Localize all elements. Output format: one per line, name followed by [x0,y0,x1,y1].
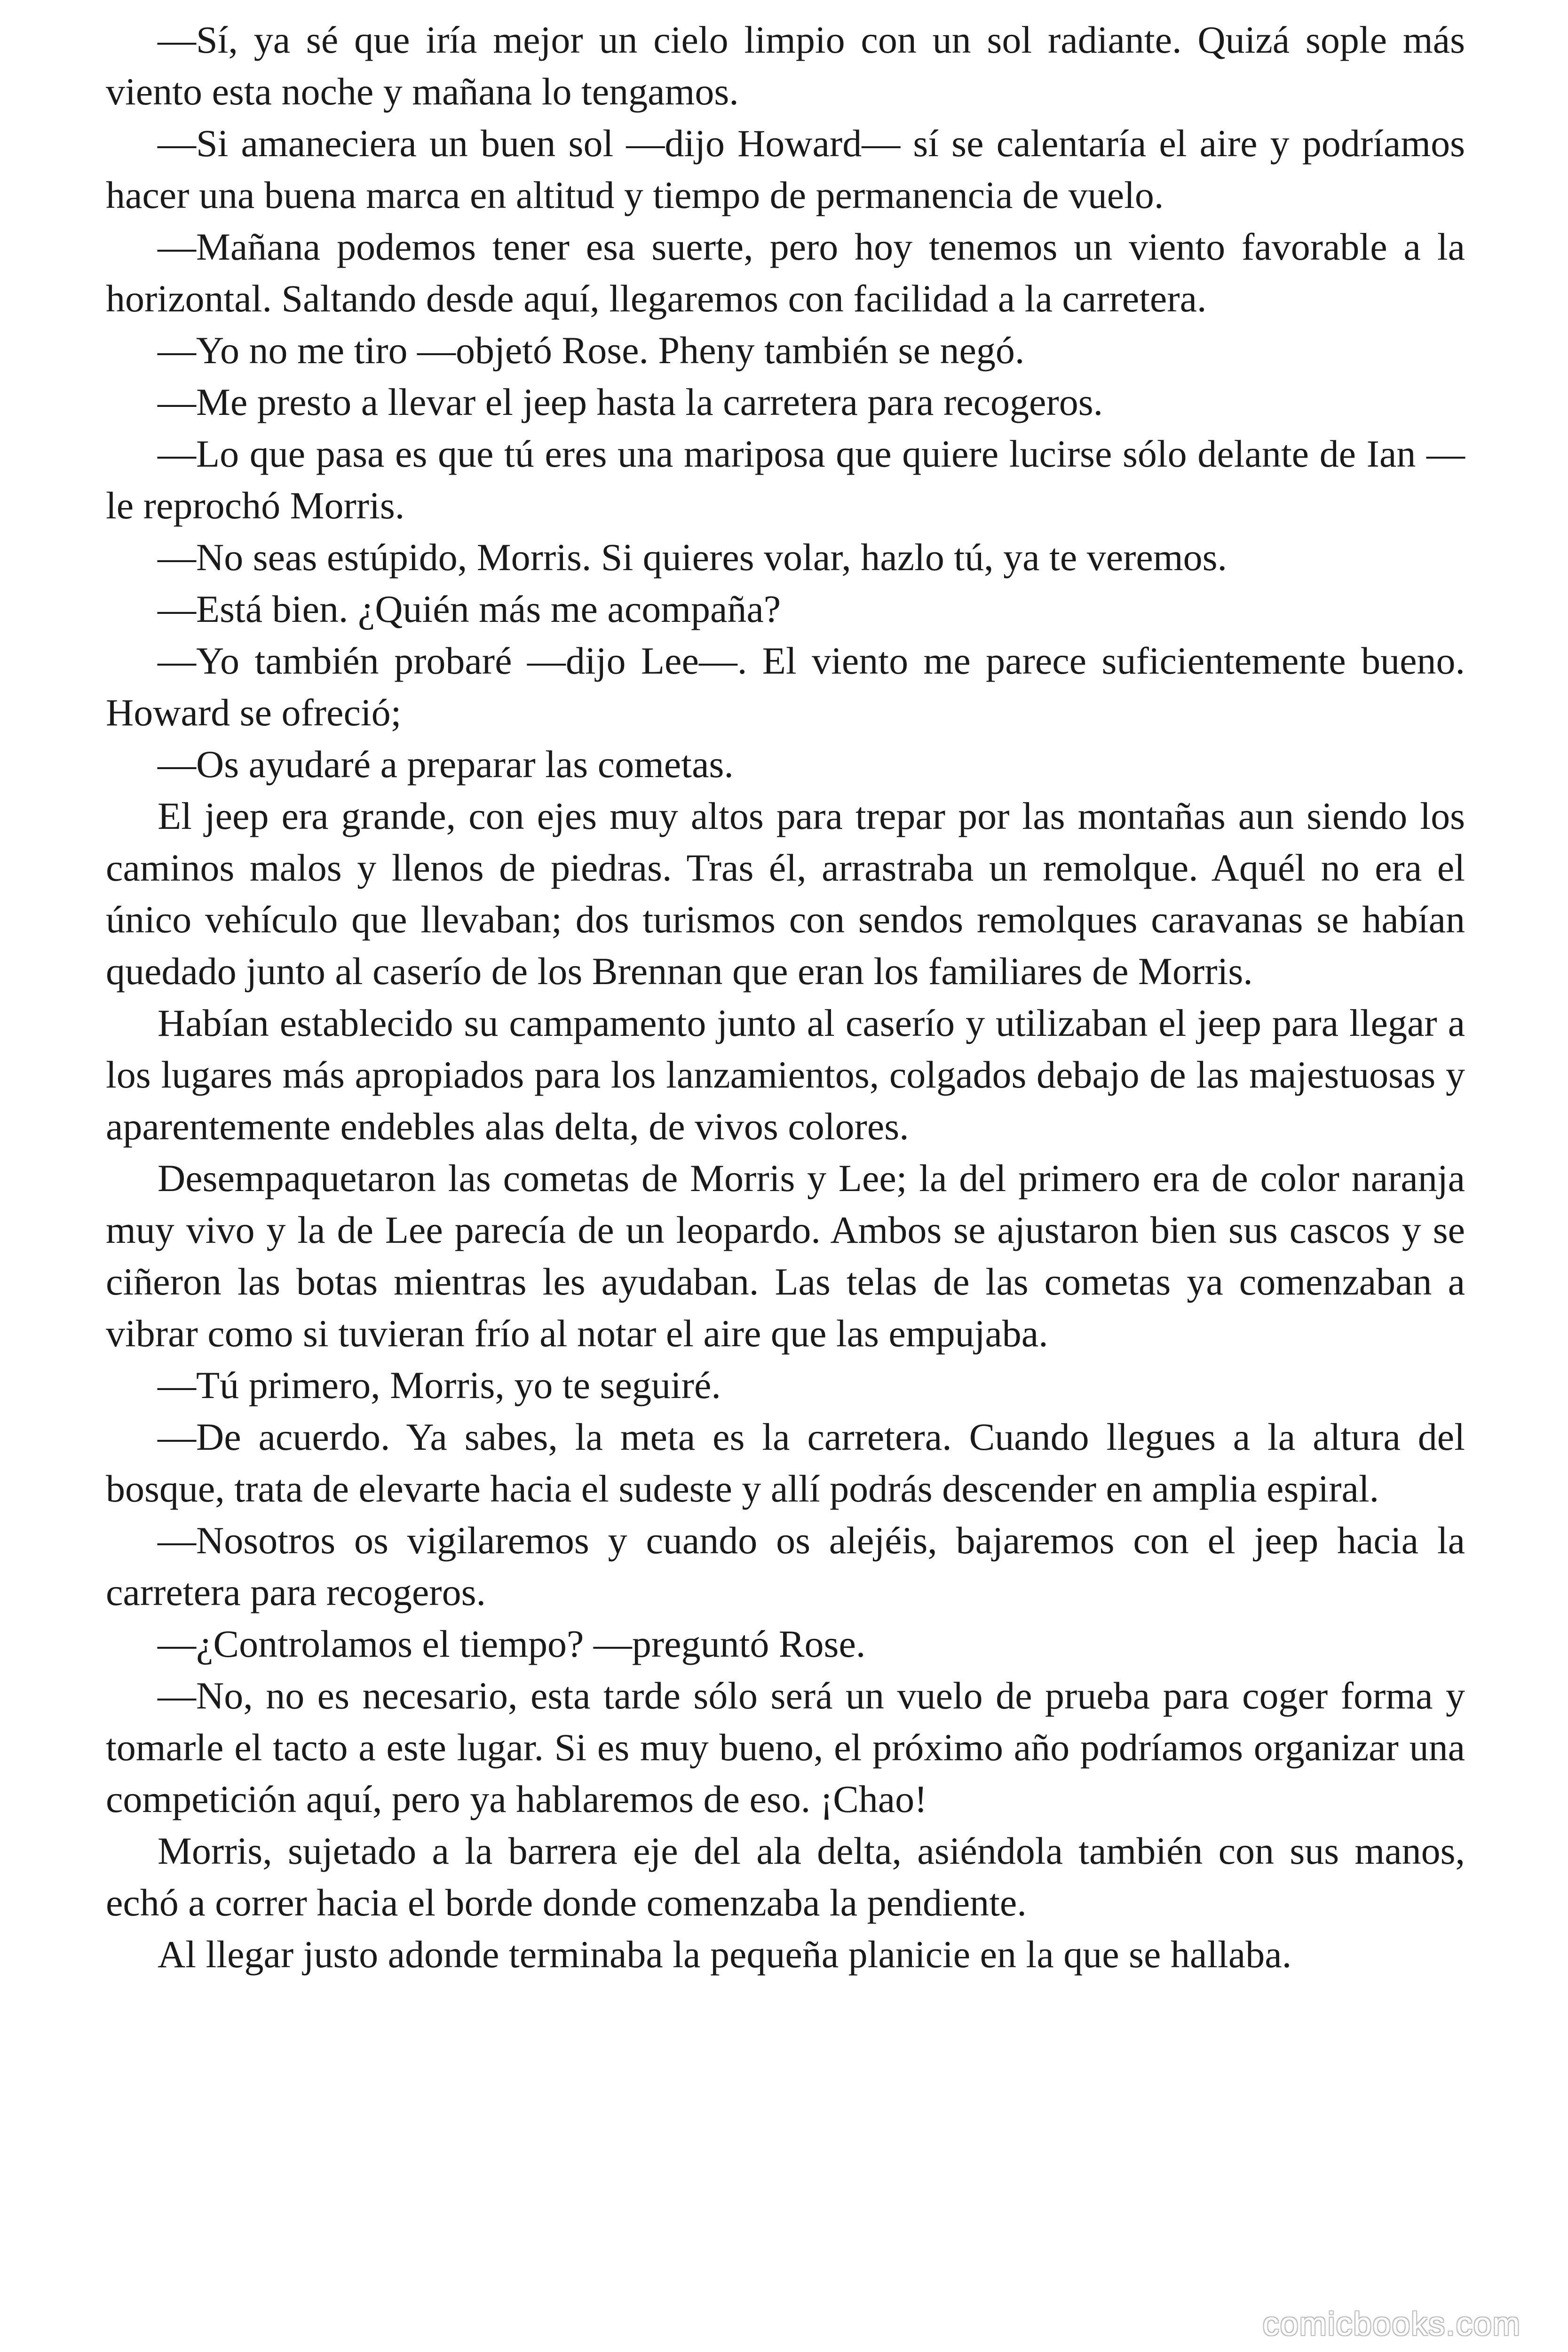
paragraph-2: —Si amaneciera un buen sol —dijo Howard— sí se calentaría el aire y podríamos hacer una buena marca en altitud y tiempo de permanencia de vuelo. [106,122,1465,216]
paragraph-1: —Sí, ya sé que iría mejor un cielo limpio con un sol radiante. Quizá sople más viento esta noche y mañana lo tengamos. [106,18,1465,113]
paragraph-7: —No seas estúpido, Morris. Si quieres volar, hazlo tú, ya te veremos. [158,536,1227,579]
paragraph-16: —Nosotros os vigilaremos y cuando os alejéis, bajaremos con el jeep hacia la carretera para recogeros. [106,1519,1465,1613]
paragraph-10: —Os ayudaré a preparar las cometas. [158,743,734,786]
paragraph-15: —De acuerdo. Ya sabes, la meta es la carretera. Cuando llegues a la altura del bosque, trata de elevarte hacia el sudeste y allí podrás descender en amplia espiral. [106,1415,1465,1510]
paragraph-6: —Lo que pasa es que tú eres una mariposa que quiere lucirse sólo delante de Ian —le reprochó Morris. [106,432,1465,527]
paragraph-12: Habían establecido su campamento junto al caserío y utilizaban el jeep para llegar a los lugares más apropiados para los lanzamientos, colgados debajo de las majestuosas y aparentemente endebles alas delta, de vivos colores. [106,1001,1465,1148]
paragraph-3: —Mañana podemos tener esa suerte, pero hoy tenemos un viento favorable a la horizontal. Saltando desde aquí, llegaremos con facilidad a la carretera. [106,225,1465,320]
paragraph-5: —Me presto a llevar el jeep hasta la carretera para recogeros. [158,381,1103,423]
paragraph-9: —Yo también probaré —dijo Lee—. El viento me parece suficientemente bueno. Howard se ofreció; [106,639,1465,734]
paragraph-4: —Yo no me tiro —objetó Rose. Pheny también se negó. [158,329,1025,372]
paragraph-14: —Tú primero, Morris, yo te seguiré. [158,1364,721,1406]
document-page [106,14,1465,1980]
paragraph-20: Al llegar justo adonde terminaba la pequeña planicie en la que se hallaba. [158,1933,1292,1976]
paragraph-17: —¿Controlamos el tiempo? —preguntó Rose. [158,1622,866,1665]
watermark: comicbooks.com [1262,2305,1521,2342]
paragraph-8: —Está bien. ¿Quién más me acompaña? [158,588,781,630]
paragraph-19: Morris, sujetado a la barrera eje del ala delta, asiéndola también con sus manos, echó a correr hacia el borde donde comenzaba la pendiente. [106,1829,1465,1924]
paragraph-18: —No, no es necesario, esta tarde sólo será un vuelo de prueba para coger forma y tomarle el tacto a este lugar. Si es muy bueno, el próximo año podríamos organizar una competición aquí, pero ya hablaremos de eso. ¡Chao! [106,1674,1465,1820]
paragraph-13: Desempaquetaron las cometas de Morris y Lee; la del primero era de color naranja muy vivo y la de Lee parecía de un leopardo. Ambos se ajustaron bien sus cascos y se ciñeron las botas mientras les ayudaban. Las telas de las cometas ya comenzaban a vibrar como si tuvieran frío al notar el aire que las empujaba. [106,1157,1465,1355]
paragraph-11: El jeep era grande, con ejes muy altos para trepar por las montañas aun siendo los caminos malos y llenos de piedras. Tras él, arrastraba un remolque. Aquél no era el único vehículo que llevaban; dos turismos con sendos remolques caravanas se habían quedado junto al caserío de los Brennan que eran los familiares de Morris. [106,795,1465,993]
